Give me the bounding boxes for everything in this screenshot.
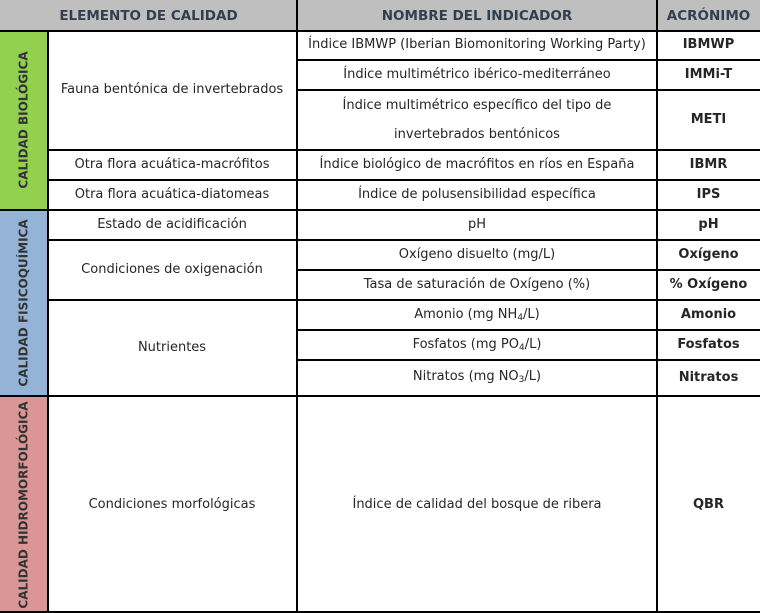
indicator-cell bbox=[297, 180, 657, 210]
indicator-name-line1: Índice multimétrico específico del tipo de bbox=[342, 98, 612, 113]
acronym-cell bbox=[657, 270, 760, 300]
indicator-name: Índice de calidad del bosque de ribera bbox=[352, 496, 602, 512]
grid-line bbox=[47, 179, 760, 181]
element-cell bbox=[47, 30, 297, 150]
indicator-cell bbox=[297, 396, 657, 613]
element-label: Otra flora acuática-diatomeas bbox=[74, 187, 270, 202]
indicator-name: Tasa de saturación de Oxígeno (%) bbox=[363, 277, 591, 292]
grid-line bbox=[0, 30, 760, 32]
header-acronym bbox=[657, 0, 760, 31]
indicator-name: Nitratos (mg $NO_3/L$) bbox=[412, 368, 542, 385]
acronym-cell bbox=[657, 396, 760, 613]
element-label: Otra flora acuática-macrófitos bbox=[74, 157, 270, 172]
acronym-cell bbox=[657, 90, 760, 150]
acronym-label: IBMWP bbox=[682, 37, 735, 52]
category-physicochemical bbox=[0, 210, 47, 396]
grid-line bbox=[296, 59, 760, 61]
grid-line bbox=[296, 89, 760, 91]
grid-line bbox=[47, 239, 760, 241]
acronym-cell bbox=[657, 210, 760, 240]
element-label: Condiciones morfológicas bbox=[88, 496, 256, 512]
acronym-cell bbox=[657, 30, 760, 60]
indicator-cell bbox=[297, 90, 657, 150]
acronym-label: pH bbox=[698, 217, 719, 232]
indicator-name: Índice IBMWP (Iberian Biomonitoring Working Party) bbox=[308, 37, 646, 52]
category-hydromorphological-label: CALIDAD HIDROMORFOLÓGICA bbox=[16, 400, 31, 609]
header-indicator bbox=[297, 0, 657, 31]
acronym-label: IMMi-T bbox=[684, 67, 733, 82]
acronym-cell bbox=[657, 360, 760, 396]
grid-line bbox=[0, 395, 760, 397]
category-biological bbox=[0, 30, 47, 210]
element-label: Fauna bentónica de invertebrados bbox=[60, 82, 284, 97]
element-cell bbox=[47, 150, 297, 180]
indicator-name: Oxígeno disuelto (mg/L) bbox=[398, 247, 556, 262]
indicator-cell bbox=[297, 300, 657, 330]
acronym-cell bbox=[657, 150, 760, 180]
indicator-cell bbox=[297, 270, 657, 300]
indicator-name: Amonio (mg $NH_4/L$) bbox=[414, 307, 540, 323]
grid-line bbox=[47, 149, 760, 151]
acronym-cell bbox=[657, 240, 760, 270]
grid-line bbox=[656, 0, 658, 613]
grid-line bbox=[47, 30, 49, 613]
indicator-cell bbox=[297, 330, 657, 360]
indicator-cell bbox=[297, 360, 657, 396]
grid-line bbox=[47, 299, 760, 301]
element-label: Estado de acidificación bbox=[97, 217, 247, 232]
indicator-name: Índice de polusensibilidad específica bbox=[358, 187, 596, 202]
element-cell bbox=[47, 240, 297, 300]
indicator-cell bbox=[297, 210, 657, 240]
acronym-label: QBR bbox=[693, 496, 724, 512]
indicator-name: Índice biológico de macrófitos en ríos en España bbox=[319, 157, 635, 172]
acronym-cell bbox=[657, 300, 760, 330]
acronym-label: IPS bbox=[696, 187, 721, 202]
indicator-cell bbox=[297, 30, 657, 60]
grid-line bbox=[296, 269, 760, 271]
indicator-name: Fosfatos (mg $PO_4/L$) bbox=[412, 337, 542, 353]
indicator-name: pH bbox=[467, 217, 487, 232]
grid-line bbox=[296, 359, 760, 361]
element-label: Nutrientes bbox=[137, 340, 207, 355]
header-element-label: ELEMENTO DE CALIDAD bbox=[59, 7, 238, 24]
acronym-label: IBMR bbox=[689, 157, 728, 172]
category-hydromorphological bbox=[0, 396, 47, 613]
indicator-name-line2: invertebrados bentónicos bbox=[394, 127, 560, 142]
acronym-label: Fosfatos bbox=[677, 337, 740, 352]
category-biological-label: CALIDAD BIOLÓGICA bbox=[16, 51, 31, 189]
acronym-label: Oxígeno bbox=[678, 247, 739, 262]
header-element bbox=[0, 0, 297, 31]
acronym-label: % Oxígeno bbox=[669, 277, 748, 292]
acronym-label: Amonio bbox=[680, 307, 737, 322]
element-cell bbox=[47, 180, 297, 210]
element-cell bbox=[47, 300, 297, 396]
acronym-cell bbox=[657, 330, 760, 360]
indicator-cell bbox=[297, 150, 657, 180]
acronym-cell bbox=[657, 60, 760, 90]
element-label: Condiciones de oxigenación bbox=[81, 262, 263, 277]
acronym-label: Nitratos bbox=[678, 370, 739, 385]
indicator-name: Índice multimétrico ibérico-mediterráneo bbox=[343, 67, 611, 82]
grid-line bbox=[296, 0, 298, 613]
indicator-cell bbox=[297, 240, 657, 270]
element-cell bbox=[47, 210, 297, 240]
grid-line bbox=[296, 329, 760, 331]
indicator-cell bbox=[297, 60, 657, 90]
header-acronym-label: ACRÓNIMO bbox=[666, 7, 751, 24]
header-indicator-label: NOMBRE DEL INDICADOR bbox=[381, 7, 573, 24]
element-cell bbox=[47, 396, 297, 613]
category-physicochemical-label: CALIDAD FISICOQUÍMICA bbox=[16, 219, 31, 387]
grid-line bbox=[0, 209, 760, 211]
acronym-label: METI bbox=[690, 112, 727, 127]
acronym-cell bbox=[657, 180, 760, 210]
